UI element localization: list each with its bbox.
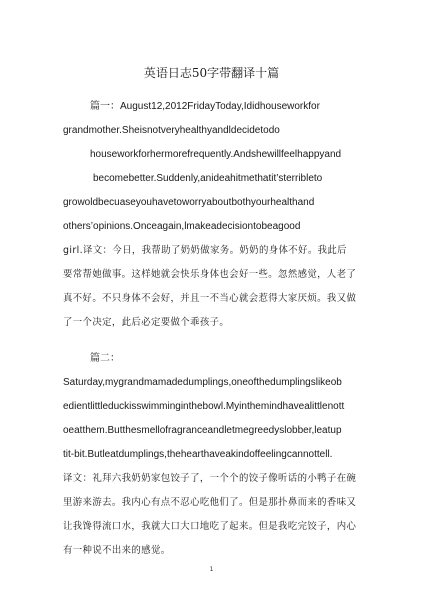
section1-line-8: 要常帮她做事。这样她就会快乐身体也会好一些。忽然感觉，人老了 bbox=[63, 269, 357, 280]
section1-line-3: houseworkforhermorefrequently.Andshewillfeelhappyand bbox=[90, 149, 342, 160]
section1-line-4: becomebetter.Suddenly,anideahitmethatit’sterribleto bbox=[93, 173, 323, 184]
section2-line-8: 有一种说不出来的感觉。 bbox=[63, 545, 171, 556]
section1-line-2: grandmother.Sheisnotveryhealthyandldecidetodo bbox=[63, 125, 280, 136]
section2-line-2: edientlittleduckisswimminginthebowl.Myinthemindhavealittlenott bbox=[63, 401, 345, 412]
section1-line-9: 真不好。不只身体不会好，并且一不当心就会惹得大家厌烦。我又做 bbox=[63, 293, 357, 304]
page-number: 1 bbox=[209, 566, 214, 573]
section1-line-6: others’opinions.Onceagain,lmakeadecisiontobeagood bbox=[63, 221, 301, 232]
document-title: 英语日志50字带翻译十篇 bbox=[143, 66, 280, 80]
section2-line-7: 让我馋得流口水，我就大口大口地吃了起来。但是我吃完饺子，内心 bbox=[63, 521, 357, 532]
section2-line-5: 译文：礼拜六我奶奶家包饺子了，一个个的饺子像听话的小鸭子在碗 bbox=[63, 473, 357, 484]
section2-line-3: oeatthem.Butthesmellofragranceandletmegreedyslobber,leatup bbox=[63, 425, 342, 436]
section2-line-4: tit-bit.Butleatdumplings,thehearthaveakindoffeelingcannottell. bbox=[63, 449, 333, 460]
section2-line-6: 里游来游去。我内心有点不忍心吃他们了。但是那扑鼻而来的香味又 bbox=[63, 497, 357, 508]
section1-line-7: girl.译文：今日，我帮助了奶奶做家务。奶奶的身体不好。我此后 bbox=[63, 245, 347, 256]
section1-line-1: 篇一：August12,2012FridayToday,Ididhouseworkfor bbox=[90, 101, 320, 112]
section2-heading: 篇二： bbox=[90, 353, 120, 364]
section1-line-10: 了一个决定，此后必定要做个乖孩子。 bbox=[63, 317, 230, 328]
section2-line-1: Saturday,mygrandmamadedumplings,oneofthedumplingslikeob bbox=[63, 377, 342, 388]
section1-line-5: growoldbecuaseyouhavetoworryaboutbothyourhealthand bbox=[63, 197, 315, 208]
